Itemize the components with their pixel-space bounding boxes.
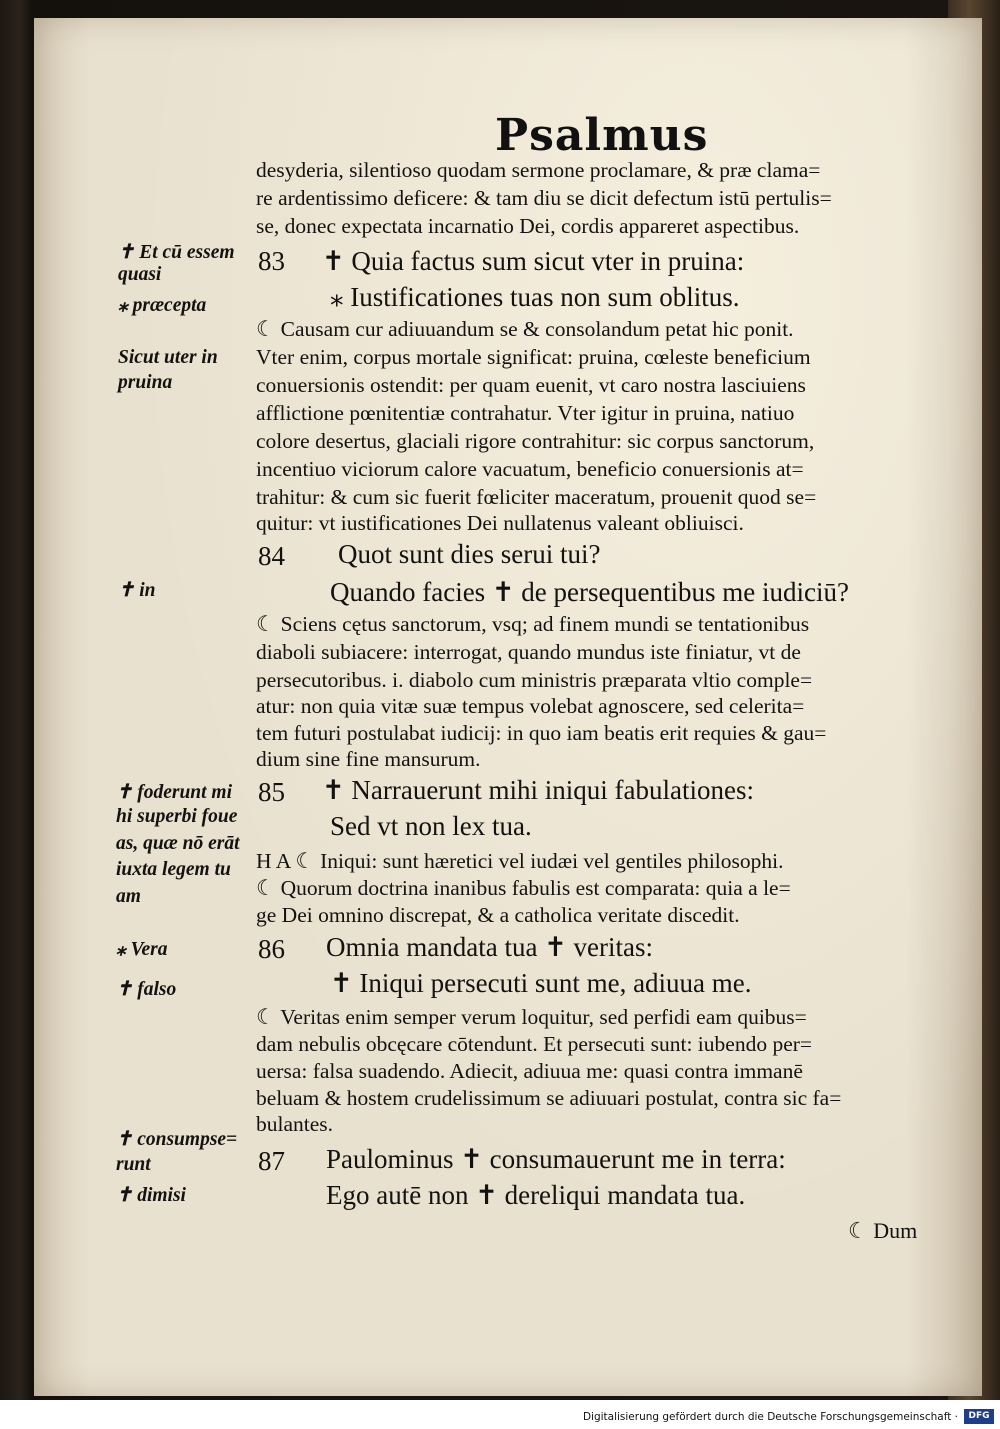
verse-line: Ego autē non ✝ dereliqui mandata tua. (326, 1180, 746, 1210)
commentary-line: bulantes. (256, 1112, 334, 1136)
commentary-line: trahitur: & cum sic fuerit fœliciter maceratum, prouenit quod se= (256, 485, 817, 509)
verse-number: 83 (258, 246, 285, 276)
verse-line: ✝ Quia factus sum sicut vter in pruina: (322, 246, 745, 276)
verse-line: Quot sunt dies serui tui? (338, 539, 601, 569)
marginal-note: ✝ foderunt mi (116, 782, 233, 803)
commentary-line: diaboli subiacere: interrogat, quando mundus iste finiatur, vt de (256, 640, 801, 664)
verse-line: Omnia mandata tua ✝ veritas: (326, 932, 654, 962)
verse-line: ✝ Iniqui persecuti sunt me, adiuua me. (330, 968, 752, 998)
commentary-line: ge Dei omnino discrepat, & a catholica veritate discedit. (256, 903, 740, 927)
marginal-note: ✝ falso (116, 979, 177, 1000)
commentary-line: Vter enim, corpus mortale significat: pruina, cœleste beneficium (256, 345, 811, 369)
verse-line: ✝ Narrauerunt mihi iniqui fabulationes: (322, 775, 755, 805)
commentary-line: H A ☾ Iniqui: sunt hæretici vel iudæi vel gentiles philosophi. (256, 849, 784, 873)
verse-number: 86 (258, 934, 285, 964)
commentary-line: conuersionis ostendit: per quam euenit, vt caro nostra lasciuiens (256, 373, 806, 397)
commentary-line: dam nebulis obcęcare cōtendunt. Et persecuti sunt: iubendo per= (256, 1032, 813, 1056)
marginal-note: ✝ consumpse= (116, 1129, 238, 1150)
dfg-logo-icon[interactable]: DFG (964, 1409, 994, 1424)
marginal-note: ✝ in (118, 580, 156, 601)
verse-line: Quando facies ✝ de persequentibus me iudiciū? (330, 577, 849, 607)
marginal-note: am (116, 886, 141, 907)
verse-number: 87 (258, 1146, 285, 1176)
commentary-line: ☾ Quorum doctrina inanibus fabulis est comparata: quia a le= (256, 876, 791, 900)
commentary-line: incentiuo viciorum calore vacuatum, beneficio conuersionis at= (256, 457, 804, 481)
verse-line: Paulominus ✝ consumauerunt me in terra: (326, 1144, 786, 1174)
marginal-note: ✝ Et cū essem (118, 242, 235, 263)
marginal-note: runt (116, 1154, 151, 1175)
catchword: ☾ Dum (848, 1218, 918, 1243)
verse-number: 84 (258, 541, 285, 571)
commentary-line: atur: non quia vitæ suæ tempus volebat agnoscere, sed celerita= (256, 694, 805, 718)
commentary-line: ☾ Causam cur adiuuandum se & consolandum petat hic ponit. (256, 317, 794, 341)
prose-line: se, donec expectata incarnatio Dei, cordis appareret aspectibus. (256, 214, 800, 238)
marginal-note: ⁎ præcepta (118, 295, 207, 316)
commentary-line: quitur: vt iustificationes Dei nullatenus valeant obliuisci. (256, 511, 744, 535)
commentary-line: tem futuri postulabat iudicij: in quo iam beatis erit requies & gau= (256, 721, 827, 745)
prose-line: desyderia, silentioso quodam sermone proclamare, & præ clama= (256, 158, 821, 182)
marginal-note: quasi (118, 264, 162, 285)
verse-number: 85 (258, 777, 285, 807)
commentary-line: persecutoribus. i. diabolo cum ministris præparata vltio comple= (256, 668, 813, 692)
prose-line: re ardentissimo deficere: & tam diu se dicit defectum istū pertulis= (256, 186, 832, 210)
verse-line: ⁎ Iustificationes tuas non sum oblitus. (330, 282, 740, 312)
commentary-line: uersa: falsa suadendo. Adiecit, adiuua me: quasi contra immanē (256, 1059, 803, 1083)
marginal-note: Sicut uter in (118, 347, 218, 368)
commentary-line: afflictione pœnitentiæ contrahatur. Vter igitur in pruina, natiuo (256, 401, 795, 425)
commentary-line: dium sine fine mansurum. (256, 747, 481, 771)
marginal-note: hi superbi foue (116, 806, 238, 827)
commentary-line: ☾ Veritas enim semper verum loquitur, sed perfidi eam quibus= (256, 1005, 807, 1029)
running-head: Psalmus (495, 110, 709, 161)
commentary-line: colore desertus, glaciali rigore contrahitur: sic corpus sanctorum, (256, 429, 815, 453)
marginal-note: ✝ dimisi (116, 1185, 186, 1206)
marginal-note: ⁎ Vera (116, 939, 168, 960)
commentary-line: beluam & hostem crudelissimum se adiuuari postulat, contra sic fa= (256, 1086, 842, 1110)
commentary-line: ☾ Sciens cętus sanctorum, vsq; ad finem mundi se tentationibus (256, 612, 810, 636)
marginal-note: as, quæ nō erāt (116, 833, 240, 854)
verse-line: Sed vt non lex tua. (330, 811, 532, 841)
marginal-note: iuxta legem tu (116, 859, 231, 880)
marginal-note: pruina (118, 372, 173, 393)
footer-credit: Digitalisierung gefördert durch die Deutsche Forschungsgemeinschaft · (582, 1411, 958, 1423)
